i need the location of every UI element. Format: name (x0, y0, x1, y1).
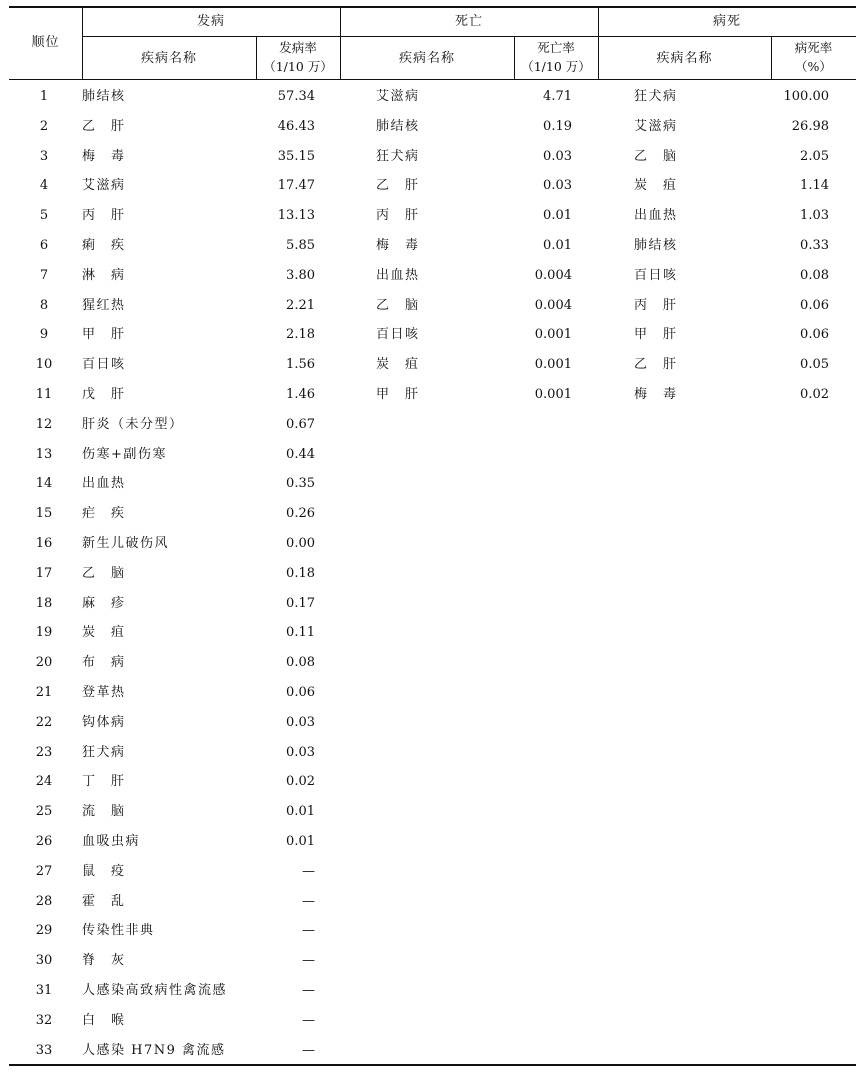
death-disease: 狂犬病 (376, 148, 420, 164)
incidence-disease: 钩体病 (82, 714, 126, 730)
incidence-disease: 炭 疽 (82, 625, 126, 641)
death-disease: 丙 肝 (376, 208, 420, 224)
death-rate: 0.03 (543, 178, 572, 194)
fatality-rate: 0.33 (800, 238, 829, 253)
rank-cell: 11 (35, 387, 53, 402)
incidence-disease: 淋 病 (82, 267, 126, 283)
rank-cell: 17 (35, 565, 53, 581)
incidence-disease: 疟 疾 (82, 506, 126, 522)
death-disease: 甲 肝 (376, 387, 420, 402)
death-disease: 乙 脑 (376, 297, 420, 313)
rank-cell: 26 (35, 834, 53, 849)
incidence-disease: 丙 肝 (82, 208, 126, 224)
incidence-disease: 猩红热 (82, 297, 126, 313)
fatality-disease: 丙 肝 (634, 297, 678, 313)
incidence-disease: 肝炎（未分型） (82, 416, 184, 432)
death-rate: 0.19 (543, 118, 572, 134)
rank-cell: 18 (35, 595, 53, 611)
fatality-disease: 出血热 (634, 208, 678, 224)
incidence-disease: 戊 肝 (82, 387, 126, 402)
fatality-rate: 0.05 (800, 357, 829, 373)
rank-cell: 12 (35, 416, 53, 432)
incidence-rate: — (302, 1042, 315, 1058)
fatality-rate: 1.14 (800, 178, 829, 194)
rank-cell: 15 (35, 506, 53, 522)
death-rate: 4.71 (543, 89, 572, 104)
incidence-rate: 35.15 (277, 148, 315, 164)
fatality-disease: 炭 疽 (634, 178, 678, 194)
incidence-rate: 0.44 (286, 446, 315, 462)
rank-cell: 33 (35, 1042, 53, 1058)
fatality-disease: 百日咳 (634, 267, 678, 283)
incidence-rate: 1.56 (286, 357, 315, 373)
rank-cell: 14 (35, 476, 53, 492)
incidence-disease: 乙 脑 (82, 565, 126, 581)
death-rate: 0.01 (543, 208, 572, 224)
incidence-disease: 人感染高致病性禽流感 (82, 983, 228, 998)
rank-cell: 25 (35, 804, 53, 820)
rank-cell: 20 (35, 655, 53, 671)
rank-cell: 2 (39, 118, 49, 134)
rank-cell: 3 (39, 148, 49, 164)
death-rate: 0.01 (543, 238, 572, 253)
death-disease: 百日咳 (376, 327, 420, 343)
incidence-rate: — (302, 863, 315, 879)
incidence-disease: 登革热 (82, 685, 126, 700)
death-rate: 0.004 (534, 267, 572, 283)
incidence-rate: 0.03 (286, 714, 315, 730)
incidence-rate: — (302, 923, 315, 939)
incidence-rate: 1.46 (286, 387, 315, 402)
incidence-rate: 0.35 (286, 476, 315, 492)
incidence-disease: 狂犬病 (82, 744, 126, 760)
fatality-disease: 乙 肝 (634, 357, 678, 373)
fatality-disease: 甲 肝 (634, 327, 678, 343)
rank-cell: 13 (35, 446, 53, 462)
rank-cell: 32 (35, 1012, 53, 1028)
incidence-rate: — (302, 1012, 315, 1028)
fatality-disease: 狂犬病 (634, 89, 678, 104)
fatality-rate: 26.98 (791, 118, 829, 134)
fatality-disease: 肺结核 (634, 238, 678, 253)
table-top-rule (9, 6, 856, 8)
fatality-name-header: 疾病名称 (656, 51, 713, 66)
incidence-rate: 0.00 (286, 536, 315, 551)
rank-cell: 23 (35, 744, 53, 760)
incidence-disease: 鼠 疫 (82, 863, 126, 879)
fatality-rate: 0.06 (800, 327, 829, 343)
rank-cell: 27 (35, 863, 53, 879)
rank-cell: 1 (39, 89, 49, 104)
incidence-disease: 出血热 (82, 476, 126, 492)
incidence-disease: 甲 肝 (82, 327, 126, 343)
incidence-rate: 0.11 (286, 625, 315, 641)
rank-cell: 9 (39, 327, 49, 343)
death-rate-header-line1: 死亡率 (537, 40, 575, 55)
death-disease: 艾滋病 (376, 89, 420, 104)
incidence-rate: 0.26 (286, 506, 315, 522)
incidence-rate: 0.18 (286, 565, 315, 581)
fatality-rate: 2.05 (800, 148, 829, 164)
incidence-rate: 57.34 (277, 89, 315, 104)
death-disease: 炭 疽 (376, 357, 420, 373)
rank-cell: 22 (35, 714, 53, 730)
fatality-disease: 乙 脑 (634, 148, 678, 164)
death-name-header: 疾病名称 (398, 51, 455, 66)
incidence-rate-header-line2: （1/10 万） (263, 59, 333, 74)
header-bottom-rule (9, 79, 856, 80)
incidence-disease: 布 病 (82, 655, 126, 671)
incidence-disease: 百日咳 (82, 357, 126, 373)
fatality-rate-header-line1: 病死率 (794, 40, 833, 55)
incidence-rate: 2.18 (286, 327, 315, 343)
rank-cell: 28 (35, 893, 53, 909)
incidence-rate: 0.03 (286, 744, 315, 760)
rank-cell: 21 (35, 685, 53, 700)
incidence-disease: 伤寒+副伤寒 (82, 446, 167, 462)
death-disease: 乙 肝 (376, 178, 420, 194)
incidence-rate: 3.80 (286, 267, 315, 283)
death-rate: 0.001 (534, 387, 572, 402)
incidence-disease: 传染性非典 (82, 923, 155, 939)
incidence-disease: 血吸虫病 (82, 834, 141, 849)
incidence-rate: 13.13 (277, 208, 315, 224)
death-rate: 0.001 (534, 327, 572, 343)
rank-cell: 31 (35, 983, 53, 998)
fatality-disease: 艾滋病 (634, 118, 678, 134)
fatality-rate: 0.02 (800, 387, 829, 402)
incidence-rate: — (302, 983, 315, 998)
death-rate-header-line2: （1/10 万） (521, 59, 591, 74)
incidence-rate: 0.02 (286, 774, 315, 790)
rank-cell: 24 (35, 774, 53, 790)
incidence-disease: 霍 乱 (82, 893, 126, 909)
incidence-disease: 艾滋病 (82, 178, 126, 194)
incidence-rate: 0.17 (286, 595, 315, 611)
incidence-disease: 白 喉 (82, 1012, 126, 1028)
rank-cell: 19 (35, 625, 53, 641)
death-disease: 肺结核 (376, 118, 420, 134)
death-rate: 0.004 (534, 297, 572, 313)
incidence-rate: 0.01 (286, 834, 315, 849)
incidence-rate: — (302, 893, 315, 909)
death-disease: 出血热 (376, 267, 420, 283)
incidence-disease: 乙 肝 (82, 118, 126, 134)
incidence-name-header: 疾病名称 (140, 51, 197, 66)
incidence-rate: 0.67 (286, 416, 315, 432)
rank-cell: 29 (35, 923, 53, 939)
incidence-disease: 丁 肝 (82, 774, 126, 790)
incidence-disease: 麻 疹 (82, 595, 126, 611)
incidence-rate: 46.43 (277, 118, 315, 134)
death-rate: 0.03 (543, 148, 572, 164)
incidence-disease: 新生儿破伤风 (82, 536, 170, 551)
rank-cell: 4 (39, 178, 49, 194)
incidence-rate: — (302, 953, 315, 969)
fatality-rate: 1.03 (800, 208, 829, 224)
rank-cell: 30 (35, 953, 53, 969)
fatality-rate: 0.08 (800, 267, 829, 283)
incidence-disease: 脊 灰 (82, 953, 126, 969)
incidence-rate: 2.21 (286, 297, 315, 313)
incidence-rate: 5.85 (286, 238, 315, 253)
death-disease: 梅 毒 (376, 238, 420, 253)
incidence-disease: 肺结核 (82, 89, 126, 104)
incidence-disease: 人感染 H7N9 禽流感 (82, 1042, 226, 1058)
incidence-disease: 流 脑 (82, 804, 126, 820)
rank-cell: 16 (35, 536, 53, 551)
group-header-incidence: 发病 (196, 14, 225, 29)
group-header-death: 死亡 (454, 14, 483, 29)
incidence-disease: 梅 毒 (82, 148, 126, 164)
fatality-rate-header-line2: （%） (795, 59, 832, 74)
rank-cell: 7 (39, 267, 49, 283)
fatality-disease: 梅 毒 (634, 387, 678, 402)
incidence-rate-header-line1: 发病率 (279, 40, 317, 55)
fatality-rate: 100.00 (783, 89, 829, 104)
rank-cell: 10 (35, 357, 53, 373)
group-header-rule (82, 36, 856, 37)
rank-cell: 5 (39, 208, 49, 224)
rank-cell: 8 (39, 297, 49, 313)
incidence-rate: 17.47 (277, 178, 315, 194)
incidence-rate: 0.08 (286, 655, 315, 671)
fatality-rate: 0.06 (800, 297, 829, 313)
rank-header: 顺位 (31, 35, 60, 50)
incidence-disease: 痢 疾 (82, 238, 126, 253)
death-rate: 0.001 (534, 357, 572, 373)
group-header-fatality: 病死 (712, 14, 741, 29)
rank-cell: 6 (39, 238, 49, 253)
incidence-rate: 0.06 (286, 685, 315, 700)
incidence-rate: 0.01 (286, 804, 315, 820)
